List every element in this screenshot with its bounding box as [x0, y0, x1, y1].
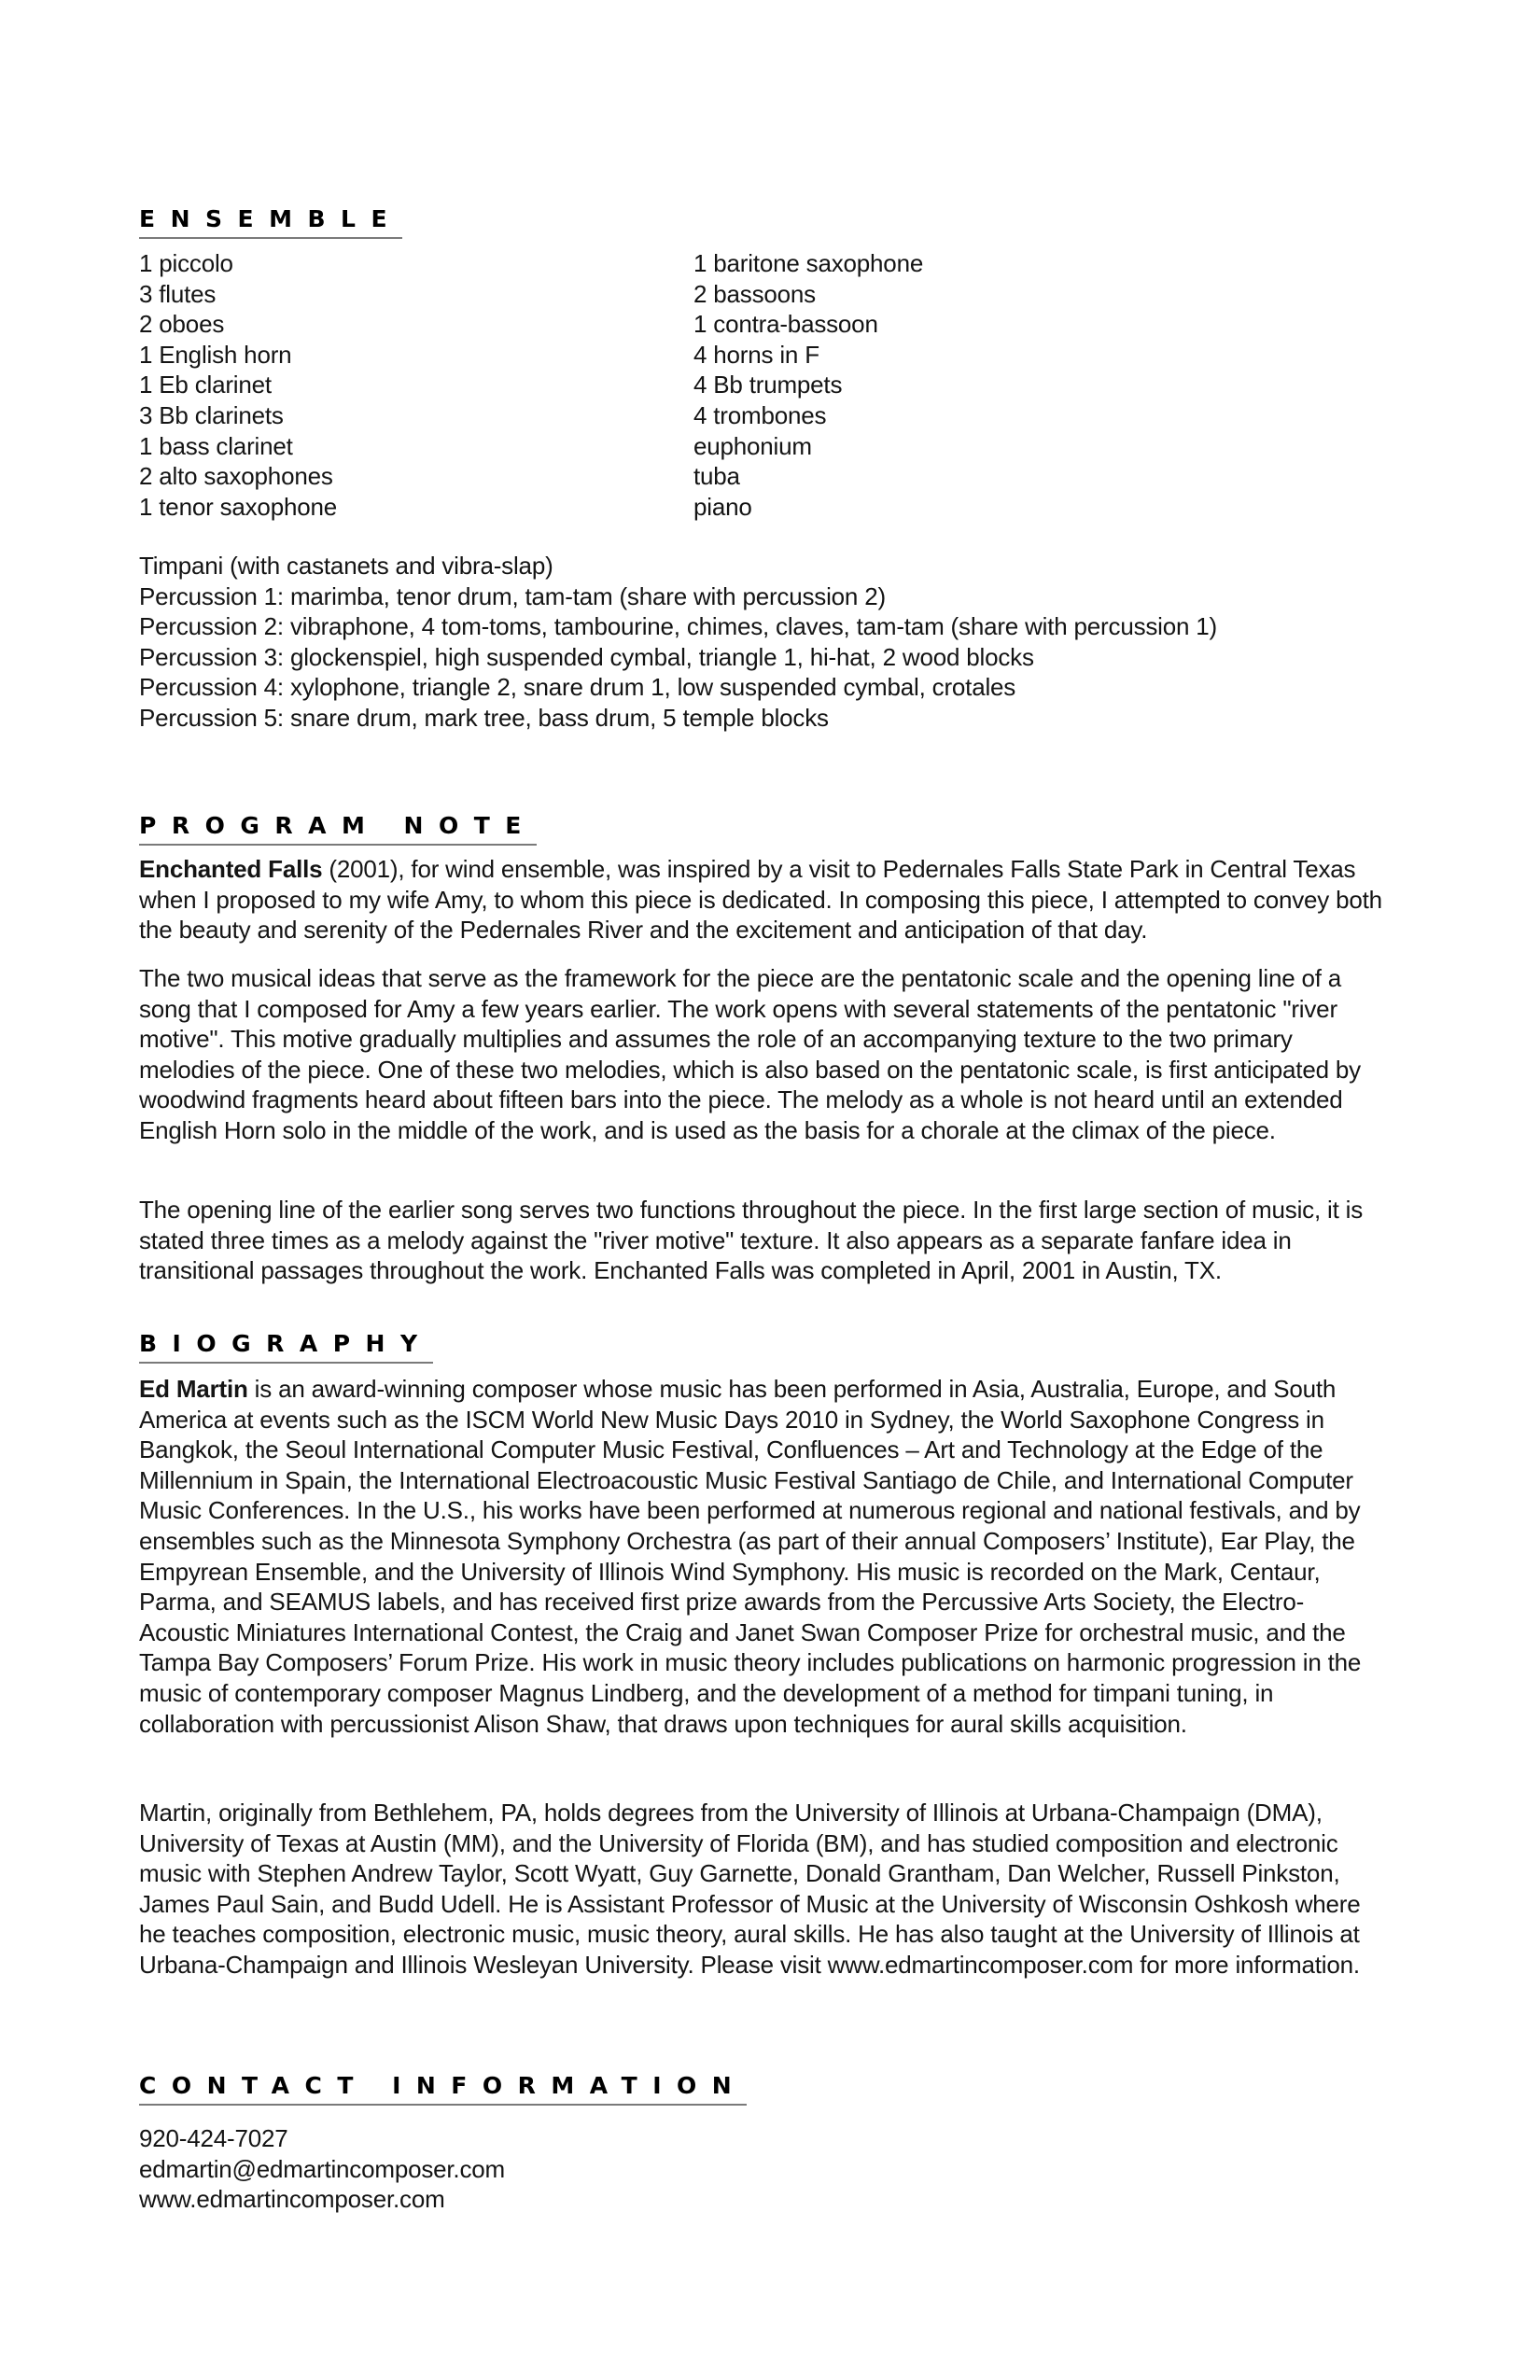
instrument-item: 1 piccolo: [139, 249, 233, 277]
program-note-paragraph-1-text: (2001), for wind ensemble, was inspired by a visit to Pedernales Falls State Park in Central Texas when I proposed to my wife Amy, to whom this piece is dedicated. In composing this piece, I attempted to convey both the beauty and serenity of the Pedernales River and the excitement and anticipation of that day.: [139, 855, 1382, 945]
instrument-item: 4 horns in F: [693, 340, 819, 369]
instrument-item: 1 bass clarinet: [139, 431, 293, 460]
instrument-item: 3 flutes: [139, 279, 217, 308]
instrument-item: 1 contra-bassoon: [693, 310, 878, 339]
percussion-item: Timpani (with castanets and vibra-slap): [139, 552, 553, 580]
contact-email: edmartin@edmartincomposer.com: [139, 2154, 505, 2183]
percussion-item: Percussion 1: marimba, tenor drum, tam-tam (share with percussion 2): [139, 581, 886, 610]
piece-title: Enchanted Falls: [139, 855, 323, 883]
biography-paragraph-1: [139, 1374, 1390, 1739]
percussion-item: Percussion 5: snare drum, mark tree, bass drum, 5 temple blocks: [139, 703, 829, 732]
contact-details: [139, 2123, 505, 2215]
program-note-paragraph-2: The two musical ideas that serve as the framework for the piece are the pentatonic scale and the opening line of a song that I composed for Amy a few years earlier. The work opens with several statements of the pentatonic "river motive". This motive gradually multiplies and assumes the role of an accompanying texture to the two primary melodies of the piece. One of these two melodies, which is also based on the pentatonic scale, is first anticipated by woodwind fragments heard about fifteen bars into the piece. The melody as a whole is not heard until an extended English Horn solo in the middle of the work, and is used as the basis for a chorale at the climax of the piece.: [139, 964, 1361, 1144]
program-note-paragraph-1: [139, 854, 1390, 945]
instrument-item: 1 English horn: [139, 340, 292, 369]
instrument-item: 1 baritone saxophone: [693, 249, 924, 277]
instrument-item: 4 trombones: [693, 400, 827, 429]
instrument-item: 2 oboes: [139, 310, 225, 339]
biography-heading: BIOGRAPHY: [139, 1330, 433, 1364]
ensemble-heading: ENSEMBLE: [139, 205, 402, 239]
instrument-item: 1 tenor saxophone: [139, 492, 337, 521]
instrument-item: tuba: [693, 462, 740, 491]
instrument-item: 3 Bb clarinets: [139, 400, 284, 429]
contact-website: www.edmartincomposer.com: [139, 2185, 445, 2214]
contact-heading: CONTACT INFORMATION: [139, 2072, 747, 2106]
instrument-item: euphonium: [693, 431, 812, 460]
instrument-item: piano: [693, 492, 752, 521]
biography-paragraph-1-text: is an award-winning composer whose music has been performed in Asia, Australia, Europe, and South America at events such as the ISCM World New Music Days 2010 in Sydney, the World Saxophone Congress in Bangkok, the Seoul International Computer Music Festival, Confluences – Art and Technology at the Edge of the Millennium in Spain, the International Electroacoustic Music Festival Santiago de Chile, and International Computer Music Conferences. In the U.S., his works have been performed at numerous regional and national festivals, and by ensembles such as the Minnesota Symphony Orchestra (as part of their annual Composers’ Institute), Ear Play, the Empyrean Ensemble, and the University of Illinois Wind Symphony. His music is recorded on the Mark, Centaur, Parma, and SEAMUS labels, and has received first prize awards from the Percussive Arts Society, the Electro-Acoustic Miniatures International Contest, the Craig and Janet Swan Composer Prize for orchestral music, and the Tampa Bay Composers’ Forum Prize. His work in music theory includes publications on harmonic progression in the music of contemporary composer Magnus Lindberg, and the development of a method for timpani tuning, in collaboration with percussionist Alison Shaw, that draws upon techniques for aural skills acquisition.: [139, 1375, 1362, 1738]
program-note-heading: PROGRAM NOTE: [139, 812, 537, 846]
percussion-item: Percussion 4: xylophone, triangle 2, snare drum 1, low suspended cymbal, crotales: [139, 673, 1016, 702]
instrument-item: 1 Eb clarinet: [139, 371, 272, 399]
contact-phone: 920-424-7027: [139, 2124, 288, 2152]
biography-paragraph-2: Martin, originally from Bethlehem, PA, holds degrees from the University of Illinois at Urbana-Champaign (DMA), University of Texas at Austin (MM), and the University of Florida (BM), and has studied composition and electronic music with Stephen Andrew Taylor, Scott Wyatt, Guy Garnette, Donald Grantham, Dan Welcher, Russell Pinkston, James Paul Sain, and Budd Udell. He is Assistant Professor of Music at the University of Wisconsin Oshkosh where he teaches composition, electronic music, music theory, aural skills. He has also taught at the University of Illinois at Urbana-Champaign and Illinois Wesleyan University. Please visit www.edmartincomposer.com for more information.: [139, 1799, 1361, 1979]
percussion-item: Percussion 2: vibraphone, 4 tom-toms, tambourine, chimes, claves, tam-tam (share with percussion 1): [139, 612, 1218, 641]
instrument-item: 4 Bb trumpets: [693, 371, 843, 399]
instrument-item: 2 alto saxophones: [139, 462, 333, 491]
ensemble-instrument-list: [139, 248, 1390, 528]
composer-name: Ed Martin: [139, 1375, 248, 1403]
percussion-item: Percussion 3: glockenspiel, high suspended cymbal, triangle 1, hi-hat, 2 wood blocks: [139, 642, 1034, 671]
ensemble-right-column: [693, 248, 923, 522]
program-note-paragraph-3: The opening line of the earlier song serves two functions throughout the piece. In the first large section of music, it is stated three times as a melody against the "river motive" texture. It also appears as a separate fanfare idea in transitional passages throughout the work. Enchanted Falls was completed in April, 2001 in Austin, TX.: [139, 1196, 1363, 1285]
ensemble-left-column: [139, 248, 337, 522]
instrument-item: 2 bassoons: [693, 279, 816, 308]
percussion-list: [139, 551, 1217, 734]
